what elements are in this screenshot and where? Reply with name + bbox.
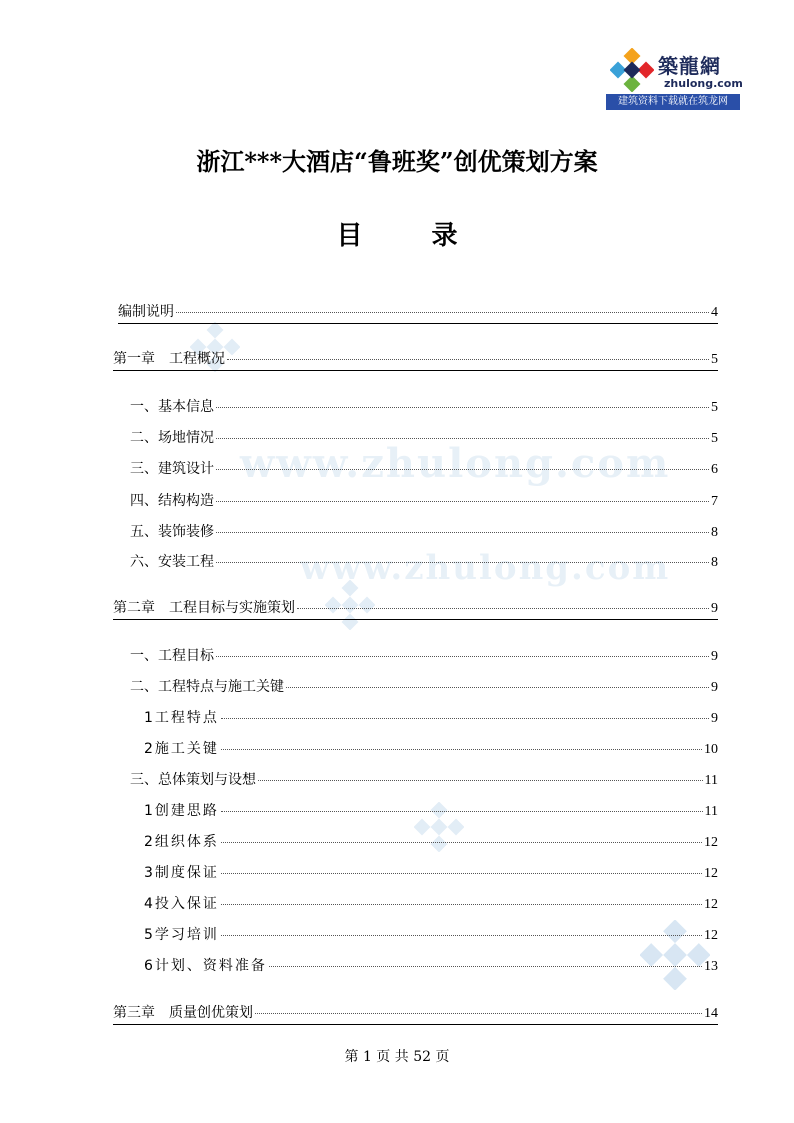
toc-entry[interactable] xyxy=(144,957,718,976)
toc-entry[interactable] xyxy=(130,771,718,790)
toc-entry-page: 11 xyxy=(704,773,718,788)
toc-entry-label: 4投入保证 xyxy=(144,896,219,912)
toc-entry-label: 第一章 工程概况 xyxy=(113,351,225,367)
toc-leader-dots xyxy=(221,873,702,874)
toc-entry[interactable] xyxy=(113,350,718,371)
toc-entry-label: 四、结构构造 xyxy=(130,493,214,509)
toc-leader-dots xyxy=(216,438,709,439)
logo-brand-url: zhulong.com xyxy=(664,77,743,90)
toc-entry-page: 12 xyxy=(704,928,718,943)
toc-entry-page: 9 xyxy=(711,649,718,664)
toc-entry[interactable] xyxy=(118,303,718,324)
watermark-text: www.zhulong.com xyxy=(300,548,671,588)
toc-entry[interactable] xyxy=(130,429,718,448)
toc-entry[interactable] xyxy=(113,599,718,620)
toc-entry-page: 9 xyxy=(711,601,718,616)
toc-entry-label: 一、工程目标 xyxy=(130,648,214,664)
zhulong-logo xyxy=(606,44,743,112)
toc-entry-page: 6 xyxy=(711,462,718,477)
toc-entry-page: 12 xyxy=(704,897,718,912)
toc-entry-page: 7 xyxy=(711,494,718,509)
toc-entry-label: 编制说明 xyxy=(118,304,174,320)
toc-entry[interactable] xyxy=(130,492,718,511)
toc-entry-label: 六、安装工程 xyxy=(130,554,214,570)
toc-entry[interactable] xyxy=(130,678,718,697)
watermark-text: www.zhulong.com xyxy=(240,440,671,487)
toc-entry-page: 10 xyxy=(704,742,718,757)
toc-entry-label: 1创建思路 xyxy=(144,803,219,819)
toc-entry-label: 第三章 质量创优策划 xyxy=(113,1005,253,1021)
toc-entry[interactable] xyxy=(130,523,718,542)
toc-entry[interactable] xyxy=(144,740,718,759)
toc-entry[interactable] xyxy=(130,553,718,572)
toc-leader-dots xyxy=(216,407,709,408)
toc-heading: 目 录 xyxy=(336,221,488,251)
toc-entry-page: 14 xyxy=(704,1006,718,1021)
toc-leader-dots xyxy=(297,608,709,609)
toc-entry[interactable] xyxy=(130,647,718,666)
toc-leader-dots xyxy=(269,966,702,967)
toc-entry-label: 1工程特点 xyxy=(144,710,219,726)
toc-entry[interactable] xyxy=(144,709,718,728)
toc-entry[interactable] xyxy=(130,460,718,479)
toc-entry-page: 5 xyxy=(711,400,718,415)
toc-entry-page: 9 xyxy=(711,711,718,726)
toc-leader-dots xyxy=(221,749,702,750)
toc-leader-dots xyxy=(216,562,709,563)
zhulong-snowflake-icon xyxy=(610,48,654,92)
toc-entry-label: 6计划、资料准备 xyxy=(144,958,267,974)
toc-entry-label: 5学习培训 xyxy=(144,927,219,943)
toc-leader-dots xyxy=(221,842,702,843)
toc-entry[interactable] xyxy=(113,1004,718,1025)
toc-leader-dots xyxy=(221,811,703,812)
toc-entry[interactable] xyxy=(130,398,718,417)
logo-brand-cn: 築龍網 xyxy=(658,54,721,78)
toc-entry-label: 五、装饰装修 xyxy=(130,524,214,540)
toc-entry-page: 12 xyxy=(704,866,718,881)
toc-entry-page: 11 xyxy=(704,804,718,819)
toc-entry-page: 8 xyxy=(711,555,718,570)
toc-leader-dots xyxy=(216,469,709,470)
toc-leader-dots xyxy=(216,656,709,657)
toc-leader-dots xyxy=(221,935,702,936)
toc-entry-label: 2施工关键 xyxy=(144,741,219,757)
toc-entry-page: 8 xyxy=(711,525,718,540)
toc-leader-dots xyxy=(258,780,703,781)
toc-entry-label: 2组织体系 xyxy=(144,834,219,850)
page-footer: 第 1 页 共 52 页 xyxy=(344,1049,450,1065)
toc-entry-page: 5 xyxy=(711,352,718,367)
document-title: 浙江***大酒店“鲁班奖”创优策划方案 xyxy=(196,147,598,176)
toc-entry-label: 二、场地情况 xyxy=(130,430,214,446)
toc-leader-dots xyxy=(255,1013,702,1014)
toc-entry-label: 一、基本信息 xyxy=(130,399,214,415)
toc-entry-page: 5 xyxy=(711,431,718,446)
toc-entry[interactable] xyxy=(144,926,718,945)
toc-leader-dots xyxy=(221,904,702,905)
toc-entry[interactable] xyxy=(144,802,718,821)
toc-leader-dots xyxy=(221,718,709,719)
toc-entry-page: 12 xyxy=(704,835,718,850)
toc-entry[interactable] xyxy=(144,833,718,852)
toc-entry-label: 第二章 工程目标与实施策划 xyxy=(113,600,295,616)
toc-entry[interactable] xyxy=(144,895,718,914)
toc-entry[interactable] xyxy=(144,864,718,883)
logo-banner: 建筑资料下载就在筑龙网 xyxy=(606,94,740,110)
toc-entry-label: 3制度保证 xyxy=(144,865,219,881)
toc-entry-label: 三、总体策划与设想 xyxy=(130,772,256,788)
toc-leader-dots xyxy=(216,532,709,533)
toc-leader-dots xyxy=(176,312,709,313)
toc-leader-dots xyxy=(286,687,709,688)
toc-leader-dots xyxy=(227,359,709,360)
toc-entry-page: 9 xyxy=(711,680,718,695)
toc-entry-page: 4 xyxy=(711,305,718,320)
toc-leader-dots xyxy=(216,501,709,502)
toc-entry-label: 二、工程特点与施工关键 xyxy=(130,679,284,695)
toc-entry-label: 三、建筑设计 xyxy=(130,461,214,477)
toc-entry-page: 13 xyxy=(704,959,718,974)
